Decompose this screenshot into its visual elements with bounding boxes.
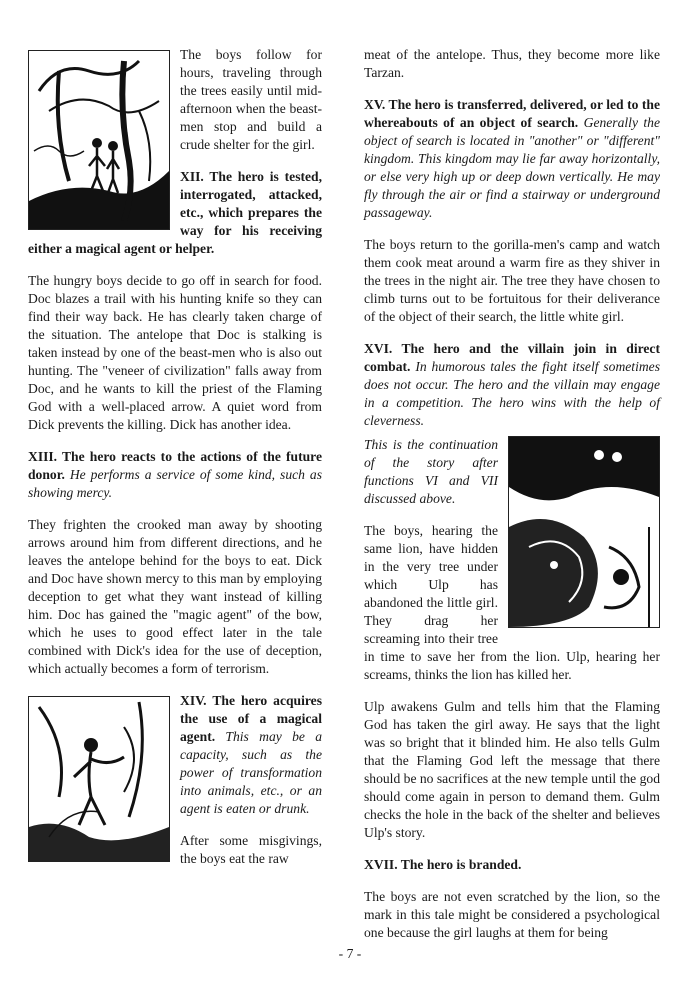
paragraph: The hungry boys decide to go off in search for food. Doc blazes a trail with his hunting knife so they can find their way back. He has clearly taken charge of the situation. The antelope that Doc is stalking is taken instead by one of the beast-men who is also out hunting. The "veneer of civilization" falls away from Doc, and he wants to kill the priest of the Flaming God with a well-placed arrow. A quiet word from Dick prevents the killing. Dick has another idea. [28, 273, 322, 432]
function-heading-xiii: XIII. The hero reacts to the actions of the future donor. [28, 449, 322, 482]
function-heading-xvi: XVI. The hero and the villain join in direct combat. [364, 341, 660, 374]
function-heading-xvii: XVII. The hero is branded. [364, 857, 522, 872]
illustration-lion-and-girl [508, 436, 660, 628]
function-heading-xiv: XIV. The hero acquires the use of a magical agent. [180, 693, 322, 744]
illustration-boy-with-bow [28, 696, 170, 862]
illustration-boys-in-trees [28, 50, 170, 230]
paragraph: meat of the antelope. Thus, they become more like Tarzan. [364, 47, 660, 80]
right-column [364, 46, 660, 956]
paragraph: After some misgivings, the boys eat the raw [180, 833, 322, 866]
paragraph: They frighten the crooked man away by shooting arrows around him from different directions, and he leaves the antelope behind for the boys to eat. Dick and Doc have shown mercy to this man by employing deception to get what they want instead of killing him. Doc has gained the "magic agent" of the bow, which he uses to good effect later in the tale combined with Dick's idea for the use of deception, which actually becomes a form of terrorism. [28, 517, 322, 676]
function-description-xv: Generally the object of search is located in "another" or "different" kingdom. This kingdom may lie far away horizontally, or else very high up or deep down vertically. He may fly through the air or find a stairway or underground passageway. [364, 115, 660, 220]
left-column [28, 46, 322, 882]
function-description-xiii: He performs a service of some kind, such as showing mercy. [28, 467, 322, 500]
function-description-xvi: In humorous tales the fight itself sometimes does not occur. The hero and the villain may engage in a competition. The hero wins with the help of cleverness. [364, 359, 660, 428]
paragraph: The boys return to the gorilla-men's camp and watch them cook meat around a warm fire as they shiver in the trees in the night air. The tree they have chosen to climb turns out to be fortuitous for their deliverance of the object of their search, the little white girl. [364, 237, 660, 324]
function-heading-xii: XII. The hero is tested, interrogated, attacked, etc., which prepares the way for his receiving either a magical agent or helper. [28, 169, 322, 256]
page-number: - 7 - [338, 946, 362, 961]
function-description-xiv: This may be a capacity, such as the power of transformation into animals, etc., or an agent is eaten or drunk. [180, 729, 322, 816]
continuation-note: This is the continuation of the story after functions VI and VII discussed above. [364, 437, 498, 506]
paragraph: The boys are not even scratched by the lion, so the mark in this tale might be considered a psychological one because the girl laughs at them for being [364, 889, 660, 940]
paragraph: Ulp awakens Gulm and tells him that the Flaming God has taken the girl away. He says that the light was so bright that it blinded him. He also tells Gulm that the Flaming God left the message that there should be no sacrifices at the new temple until the god should come again in person to demand them. Gulm checks the hole in the back of the shelter and believes Ulp's story. [364, 699, 660, 840]
paragraph: The boys follow for hours, traveling through the trees easily until mid-afternoon when the beast-men stop and build a crude shelter for the girl. [180, 47, 322, 152]
paragraph: The boys, hearing the same lion, have hidden in the very tree under which Ulp has abandoned the little girl. They drag her screaming into their tree in time to save her from the lion. Ulp, hearing her screams, thinks the lion has killed her. [364, 523, 660, 682]
function-heading-xv: XV. The hero is transferred, delivered, or led to the whereabouts of an object of search. [364, 97, 660, 130]
